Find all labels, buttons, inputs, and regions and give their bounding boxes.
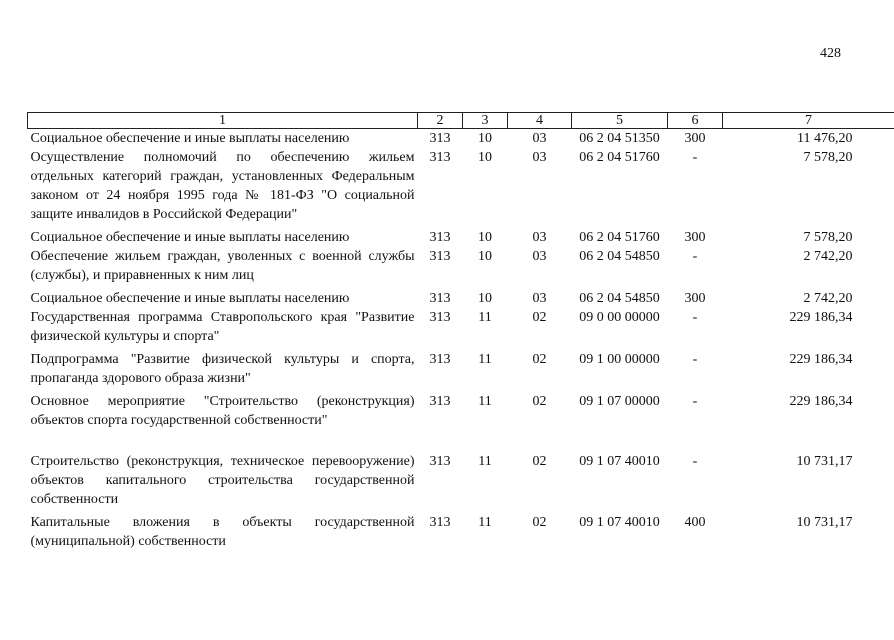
- column-header: 5: [572, 113, 668, 129]
- row-vr: 300: [684, 291, 706, 306]
- row-vedomstvo: 313: [429, 249, 451, 264]
- page-number: 428: [820, 46, 841, 61]
- row-vedomstvo: 313: [429, 230, 451, 245]
- table-row: [28, 346, 894, 388]
- row-amount: 10 731,17: [796, 515, 853, 530]
- row-razdel: 11: [478, 454, 492, 469]
- table-row: [28, 129, 894, 149]
- header-row: [28, 113, 894, 129]
- row-name: Обеспечение жильем граждан, уволенных с военной службы (службы), и приравненных к ним лиц: [30, 249, 415, 283]
- row-vr: -: [692, 150, 698, 165]
- row-vedomstvo: 313: [429, 131, 451, 146]
- row-razdel: 10: [478, 249, 492, 264]
- row-csr: 06 2 04 54850: [579, 291, 660, 306]
- row-vr: 300: [684, 131, 706, 146]
- row-name: Капитальные вложения в объекты государственной (муниципальной) собственности: [30, 515, 415, 549]
- row-podrazdel: 02: [532, 454, 547, 469]
- row-podrazdel: 02: [532, 394, 547, 409]
- row-vedomstvo: 313: [429, 150, 451, 165]
- row-name: Подпрограмма "Развитие физической культуры и спорта, пропаганда здорового образа жизни": [30, 352, 415, 386]
- row-vr: -: [692, 454, 698, 469]
- row-vr: 400: [684, 515, 706, 530]
- row-amount: 2 742,20: [803, 249, 853, 264]
- row-razdel: 11: [478, 310, 492, 325]
- row-vedomstvo: 313: [429, 352, 451, 367]
- row-csr: 09 1 07 40010: [579, 515, 660, 530]
- row-razdel: 11: [478, 352, 492, 367]
- column-header: 1: [28, 113, 418, 129]
- table-row: [28, 247, 894, 285]
- row-name: Осуществление полномочий по обеспечению жильем отдельных категорий граждан, установленных Федеральным законом от 24 ноября 1995 года № 181-ФЗ "О социальной защите инвалидов в Российской Федерации": [30, 150, 415, 222]
- row-vedomstvo: 313: [429, 454, 451, 469]
- row-podrazdel: 03: [532, 131, 547, 146]
- row-razdel: 10: [478, 291, 492, 306]
- table-row: [28, 430, 894, 509]
- table-row: [28, 308, 894, 346]
- row-name: Основное мероприятие "Строительство (реконструкция) объектов спорта государственной собственности": [30, 394, 415, 428]
- row-csr: 09 1 07 00000: [579, 394, 660, 409]
- row-vr: 300: [684, 230, 706, 245]
- column-header: 7: [723, 113, 894, 129]
- row-vr: -: [692, 394, 698, 409]
- row-csr: 09 0 00 00000: [579, 310, 660, 325]
- row-podrazdel: 03: [532, 291, 547, 306]
- row-name: Социальное обеспечение и иные выплаты населению: [30, 291, 350, 306]
- row-razdel: 11: [478, 515, 492, 530]
- column-header: 4: [508, 113, 572, 129]
- row-csr: 09 1 00 00000: [579, 352, 660, 367]
- table-row: [28, 148, 894, 224]
- row-amount: 2 742,20: [803, 291, 853, 306]
- row-podrazdel: 02: [532, 310, 547, 325]
- row-podrazdel: 02: [532, 515, 547, 530]
- row-name: Социальное обеспечение и иные выплаты населению: [30, 131, 350, 146]
- row-amount: 11 476,20: [797, 131, 853, 146]
- row-csr: 06 2 04 51350: [579, 131, 660, 146]
- row-amount: 229 186,34: [789, 394, 853, 409]
- budget-table: [27, 112, 894, 551]
- row-vedomstvo: 313: [429, 394, 451, 409]
- row-amount: 7 578,20: [803, 150, 853, 165]
- row-podrazdel: 02: [532, 352, 547, 367]
- row-vedomstvo: 313: [429, 310, 451, 325]
- row-vr: -: [692, 249, 698, 264]
- row-razdel: 10: [478, 150, 492, 165]
- row-razdel: 11: [478, 394, 492, 409]
- row-name: Строительство (реконструкция, техническое перевооружение) объектов капитального строительства государственной собственности: [30, 454, 415, 507]
- row-amount: 229 186,34: [789, 310, 853, 325]
- table-row: [28, 509, 894, 551]
- row-vr: -: [692, 310, 698, 325]
- row-amount: 10 731,17: [796, 454, 853, 469]
- row-podrazdel: 03: [532, 230, 547, 245]
- column-header: 6: [668, 113, 723, 129]
- table-row: [28, 388, 894, 430]
- row-razdel: 10: [478, 131, 492, 146]
- column-header: 2: [418, 113, 463, 129]
- table-row: [28, 285, 894, 308]
- table-row: [28, 224, 894, 247]
- row-csr: 09 1 07 40010: [579, 454, 660, 469]
- row-vr: -: [692, 352, 698, 367]
- row-razdel: 10: [478, 230, 492, 245]
- row-csr: 06 2 04 51760: [579, 150, 660, 165]
- column-header: 3: [463, 113, 508, 129]
- row-name: Государственная программа Ставропольского края "Развитие физической культуры и спорта": [30, 310, 415, 344]
- row-name: Социальное обеспечение и иные выплаты населению: [30, 230, 350, 245]
- row-vedomstvo: 313: [429, 515, 451, 530]
- row-vedomstvo: 313: [429, 291, 451, 306]
- row-csr: 06 2 04 51760: [579, 230, 660, 245]
- row-amount: 7 578,20: [803, 230, 853, 245]
- row-amount: 229 186,34: [789, 352, 853, 367]
- row-csr: 06 2 04 54850: [579, 249, 660, 264]
- row-podrazdel: 03: [532, 249, 547, 264]
- row-podrazdel: 03: [532, 150, 547, 165]
